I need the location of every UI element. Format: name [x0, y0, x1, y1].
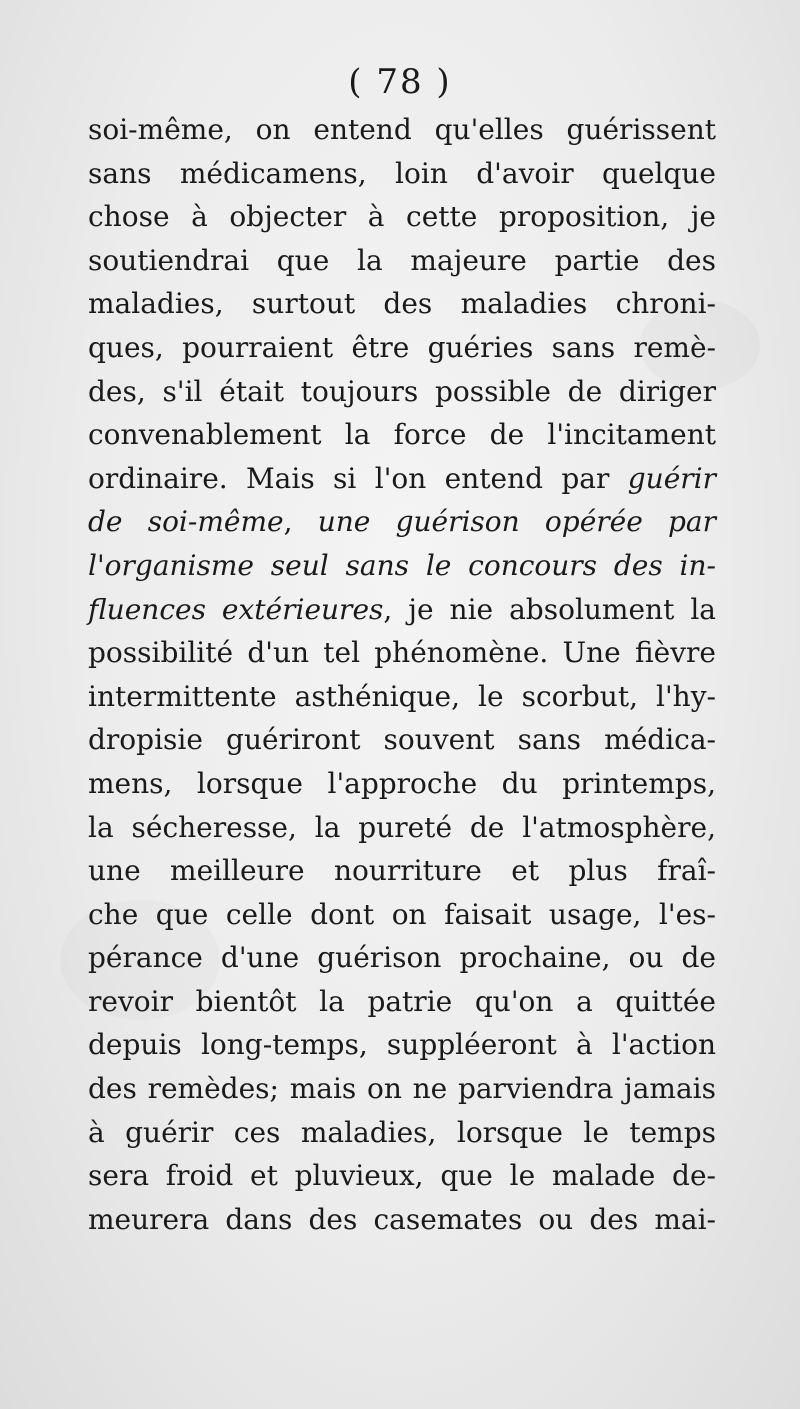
text-line-italic: l'organisme seul sans le concours des in-	[88, 548, 716, 582]
text-line: des remèdes; mais on ne parviendra jamais	[88, 1072, 716, 1106]
text-line: mens, lorsque l'approche du printemps,	[88, 766, 716, 800]
text-line: soi-même, on entend qu'elles guérissent	[88, 113, 716, 146]
text-line: maladies, surtout des maladies chroni-	[88, 287, 716, 321]
text-line: soutiendrai que la majeure partie des	[88, 243, 716, 277]
text-line: meurera dans des casemates ou des mai-	[88, 1202, 716, 1236]
text-line-with-italic: fluences extérieures, je nie absolument la	[88, 592, 716, 626]
text-line: sans médicamens, loin d'avoir quelque	[88, 156, 716, 190]
text-line: des, s'il était toujours possible de diriger	[88, 374, 716, 408]
text-line-italic: de soi-même, une guérison opérée par	[88, 505, 716, 539]
text-line: depuis long-temps, suppléeront à l'action	[88, 1028, 716, 1062]
text-line: à guérir ces maladies, lorsque le temps	[88, 1115, 716, 1149]
text-line: revoir bientôt la patrie qu'on a quittée	[88, 984, 716, 1018]
text-line: chose à objecter à cette proposition, je	[88, 200, 716, 234]
text-line: intermittente asthénique, le scorbut, l'hy-	[88, 679, 716, 713]
text-line: ques, pourraient être guéries sans remè-	[88, 330, 716, 364]
italic-phrase: de soi-même	[88, 505, 284, 539]
italic-phrase: une guérison opérée par	[317, 505, 716, 539]
italic-phrase: guérir	[627, 461, 716, 495]
text-line: possibilité d'un tel phénomène. Une fièvre	[88, 636, 716, 670]
text-line: sera froid et pluvieux, que le malade de-	[88, 1159, 716, 1193]
page-number: ( 78 )	[348, 62, 452, 102]
text-line-with-italic: ordinaire. Mais si l'on entend par guérir	[88, 461, 716, 495]
text-line: che que celle dont on faisait usage, l'es-	[88, 897, 716, 931]
text-line: pérance d'une guérison prochaine, ou de	[88, 941, 716, 975]
text-line: convenablement la force de l'incitament	[88, 418, 716, 452]
italic-phrase: fluences extérieures	[88, 592, 384, 626]
text-line: dropisie guériront souvent sans médica-	[88, 723, 716, 757]
text-line: une meilleure nourriture et plus fraî-	[88, 854, 716, 888]
text-line: la sécheresse, la pureté de l'atmosphère,	[88, 810, 716, 844]
body-text	[88, 108, 716, 1241]
